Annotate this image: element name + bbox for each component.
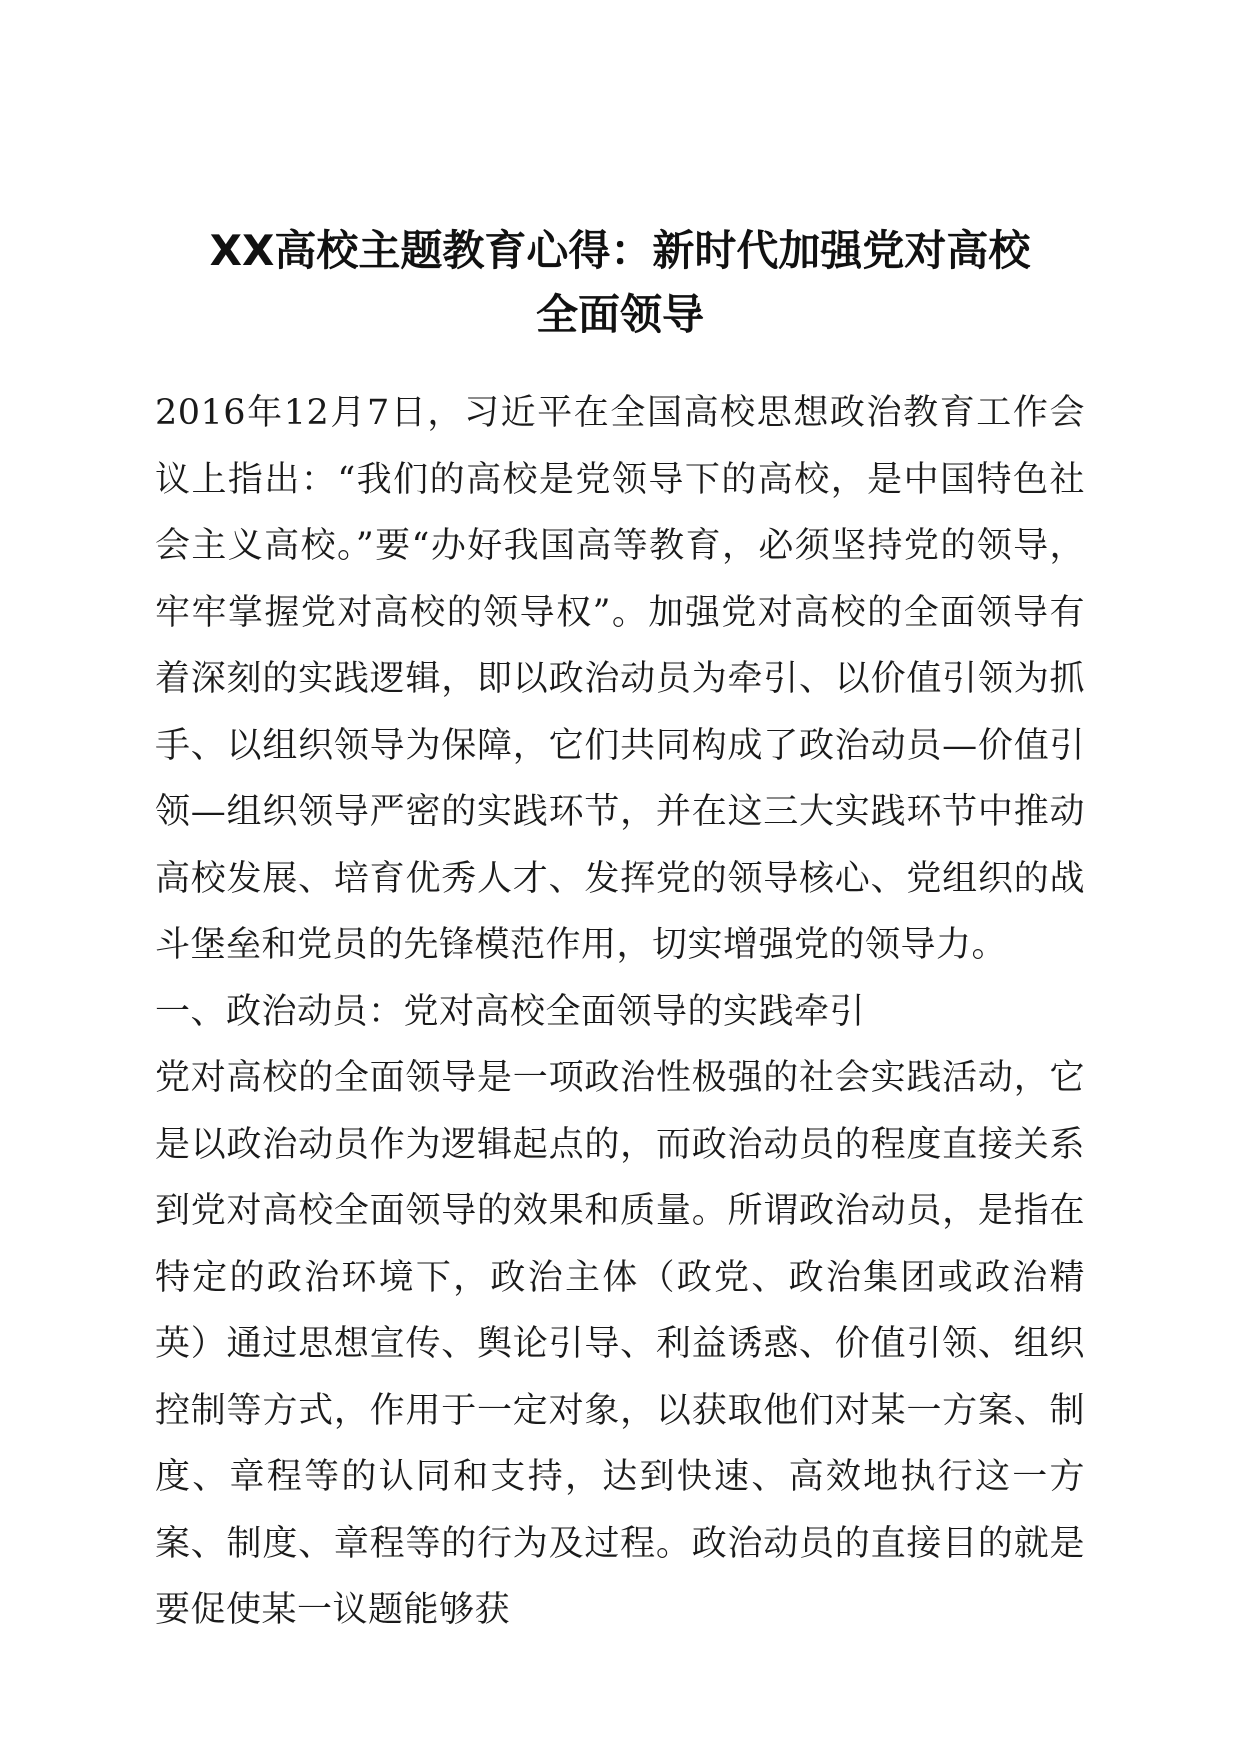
body-paragraph-intro: 2016年12月7日，习近平在全国高校思想政治教育工作会议上指出：“我们的高校是党领导下的高校，是中国特色社会主义高校。”要“办好我国高等教育，必须坚持党的领导，牢牢掌握党对高校的领导权”。加强党对高校的全面领导有着深刻的实践逻辑，即以政治动员为牵引、以价值引领为抓手、以组织领导为保障，它们共同构成了政治动员—价值引领—组织领导严密的实践环节，并在这三大实践环节中推动高校发展、培育优秀人才、发挥党的领导核心、党组织的战斗堡垒和党员的先锋模范作用，切实增强党的领导力。 bbox=[155, 393, 1085, 965]
document-title-line-2: 全面领导 bbox=[535, 290, 704, 339]
document-title-line-1: XX高校主题教育心得：新时代加强党对高校 bbox=[209, 226, 1031, 275]
document-body bbox=[155, 380, 1085, 1644]
section-heading-1: 一、政治动员：党对高校全面领导的实践牵引 bbox=[155, 991, 866, 1032]
body-paragraph-section-1: 党对高校的全面领导是一项政治性极强的社会实践活动，它是以政治动员作为逻辑起点的，而政治动员的程度直接关系到党对高校全面领导的效果和质量。所谓政治动员，是指在特定的政治环境下，政治主体（政党、政治集团或政治精英）通过思想宣传、舆论引导、利益诱惑、价值引领、组织控制等方式，作用于一定对象，以获取他们对某一方案、制度、章程等的认同和支持，达到快速、高效地执行这一方案、制度、章程等的行为及过程。政治动员的直接目的就是要促使某一议题能够获 bbox=[155, 1058, 1085, 1630]
